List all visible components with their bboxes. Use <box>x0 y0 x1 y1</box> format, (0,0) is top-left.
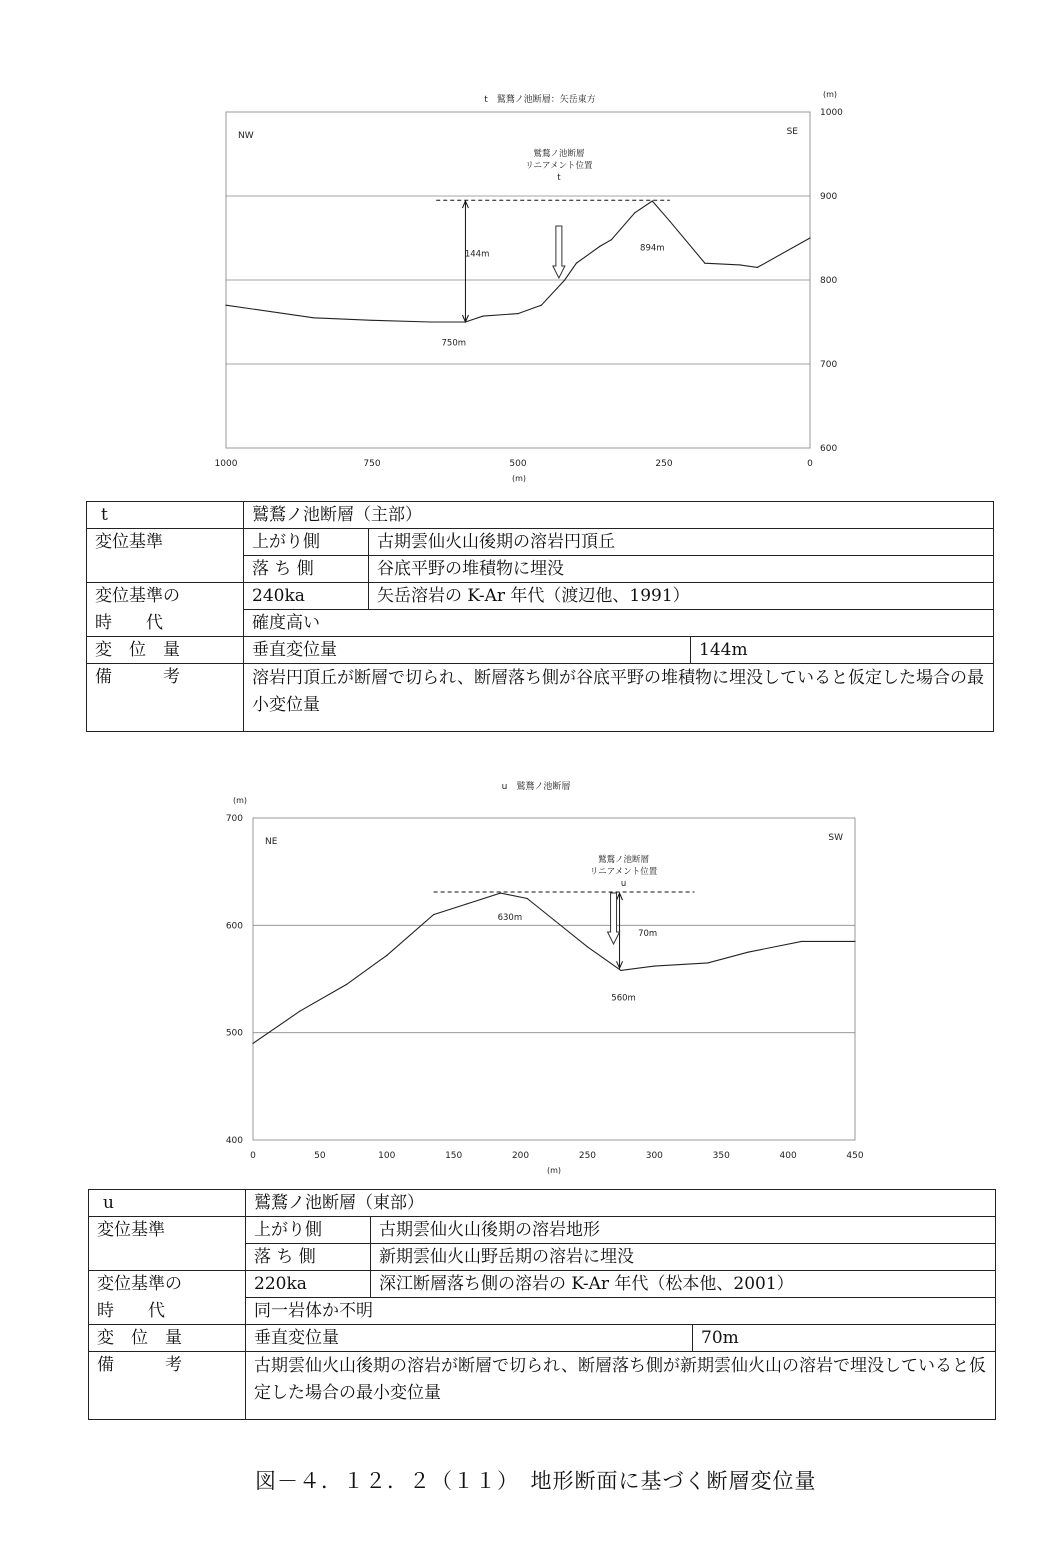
direction-right-label: SE <box>786 127 798 137</box>
direction-right-label: SW <box>828 833 843 843</box>
x-tick-label: 500 <box>509 459 527 469</box>
displacement-value: 144m <box>691 637 994 664</box>
profile-point <box>500 893 501 894</box>
displacement-label: 変 位 量 <box>89 1325 246 1352</box>
chart-title: t 鷲鶩ノ池断層：矢岳東方 <box>484 95 596 105</box>
x-axis-label: (m) <box>546 1166 562 1175</box>
table-id: t <box>87 502 244 529</box>
remarks-label: 備 考 <box>87 664 244 732</box>
x-tick-label: 0 <box>250 1151 256 1161</box>
displacement-type: 垂直変位量 <box>244 637 691 664</box>
direction-left-label: NE <box>265 837 278 847</box>
profile-point <box>299 1011 300 1012</box>
x-tick-label: 1000 <box>214 459 238 469</box>
x-tick-label: 250 <box>655 459 673 469</box>
remarks-text: 古期雲仙火山後期の溶岩が断層で切られ、断層落ち側が新期雲仙火山の溶岩で埋没していると仮定した場合の最小変位量 <box>246 1352 996 1420</box>
profile-point <box>346 984 347 985</box>
y-tick-label: 700 <box>225 814 243 824</box>
y-tick-label: 400 <box>225 1136 243 1146</box>
profile-point <box>433 914 434 915</box>
annotation-label: 70m <box>638 929 658 940</box>
x-tick-label: 0 <box>807 459 813 469</box>
lineament-arrow <box>608 893 620 944</box>
lineament-label: 鷲鶩ノ池断層 <box>533 149 585 159</box>
direction-left-label: NW <box>238 131 254 141</box>
profile-point <box>707 962 708 963</box>
displacement-type: 垂直変位量 <box>246 1325 693 1352</box>
profile-point <box>801 941 802 942</box>
basis-label: 変位基準 <box>87 529 244 583</box>
age-source: 深江断層落ち側の溶岩の K-Ar 年代（松本他、2001） <box>371 1271 996 1298</box>
profile-point <box>854 941 855 942</box>
y-tick-label: 600 <box>820 444 838 454</box>
remarks-label: 備 考 <box>89 1352 246 1420</box>
profile-point <box>620 970 621 971</box>
x-tick-label: 750 <box>363 459 381 469</box>
basis-label: 変位基準 <box>89 1217 246 1271</box>
y-tick-label: 1000 <box>820 108 843 118</box>
profile-point <box>654 966 655 967</box>
annotation-label: 560m <box>611 993 636 1004</box>
profile-point <box>587 946 588 947</box>
y-tick-label: 700 <box>820 360 838 370</box>
x-tick-label: 150 <box>445 1151 463 1161</box>
age-label-2: 時 代 <box>87 610 244 637</box>
up-side-label: 上がり側 <box>246 1217 371 1244</box>
fault-table-u <box>88 1189 996 1420</box>
y-axis-label: (m) <box>232 796 248 805</box>
y-tick-label: 900 <box>820 192 838 202</box>
annotation-label: 894m <box>640 243 665 254</box>
x-tick-label: 350 <box>712 1151 730 1161</box>
annotation-label: 750m <box>441 338 467 349</box>
age-label-1: 変位基準の <box>87 583 244 610</box>
age-label-1: 変位基準の <box>89 1271 246 1298</box>
profile-point <box>527 898 528 899</box>
up-side-label: 上がり側 <box>244 529 369 556</box>
age-source: 矢岳溶岩の K-Ar 年代（渡辺他、1991） <box>369 583 994 610</box>
profile-series-line <box>253 893 855 1043</box>
lineament-label: 鷲鶩ノ池断層 <box>598 855 650 865</box>
x-tick-label: 50 <box>314 1151 326 1161</box>
profile-point <box>553 919 554 920</box>
x-tick-label: 400 <box>779 1151 797 1161</box>
lineament-label: u <box>620 879 627 889</box>
down-side-value: 谷底平野の堆積物に埋没 <box>369 556 994 583</box>
remarks-text: 溶岩円頂丘が断層で切られ、断層落ち側が谷底平野の堆積物に埋没していると仮定した場合の最小変位量 <box>244 664 994 732</box>
y-tick-label: 800 <box>820 276 838 286</box>
down-side-label: 落 ち 側 <box>246 1244 371 1271</box>
lineament-label: t <box>557 173 561 183</box>
lineament-label: リニアメント位置 <box>525 161 593 171</box>
y-tick-label: 500 <box>225 1028 243 1039</box>
x-tick-label: 300 <box>645 1151 663 1161</box>
figure-caption: 図－４．１２．２（１１） 地形断面に基づく断層変位量 <box>255 1469 817 1493</box>
down-side-value: 新期雲仙火山野岳期の溶岩に埋没 <box>371 1244 996 1271</box>
x-axis-label: (m) <box>511 474 527 483</box>
age-reliability: 同一岩体か不明 <box>246 1298 996 1325</box>
fault-name: 鷲鶩ノ池断層（東部） <box>246 1190 996 1217</box>
x-tick-label: 100 <box>378 1151 396 1161</box>
y-tick-label: 600 <box>225 921 243 932</box>
annotation-label: 144m <box>464 249 490 260</box>
age-value: 240ka <box>244 583 369 610</box>
x-tick-label: 250 <box>578 1151 597 1161</box>
x-tick-label: 200 <box>511 1151 530 1161</box>
fault-name: 鷲鶩ノ池断層（主部） <box>244 502 994 529</box>
profile-point <box>747 952 748 953</box>
chart-title: u 鷲鶩ノ池断層 <box>501 782 571 792</box>
age-reliability: 確度高い <box>244 610 994 637</box>
age-label-2: 時 代 <box>89 1298 246 1325</box>
up-side-value: 古期雲仙火山後期の溶岩地形 <box>371 1217 996 1244</box>
lineament-label: リニアメント位置 <box>589 867 658 877</box>
down-side-label: 落 ち 側 <box>244 556 369 583</box>
up-side-value: 古期雲仙火山後期の溶岩円頂丘 <box>369 529 994 556</box>
annotation-label: 630m <box>497 912 523 923</box>
x-tick-label: 450 <box>846 1151 864 1161</box>
profile-point <box>386 955 387 956</box>
age-value: 220ka <box>246 1271 371 1298</box>
table-id: u <box>89 1190 246 1217</box>
y-axis-label: (m) <box>822 90 838 99</box>
plot-frame <box>253 818 855 1140</box>
profile-point <box>252 1043 253 1044</box>
displacement-label: 変 位 量 <box>87 637 244 664</box>
profile-point <box>466 903 467 904</box>
displacement-value: 70m <box>693 1325 996 1352</box>
